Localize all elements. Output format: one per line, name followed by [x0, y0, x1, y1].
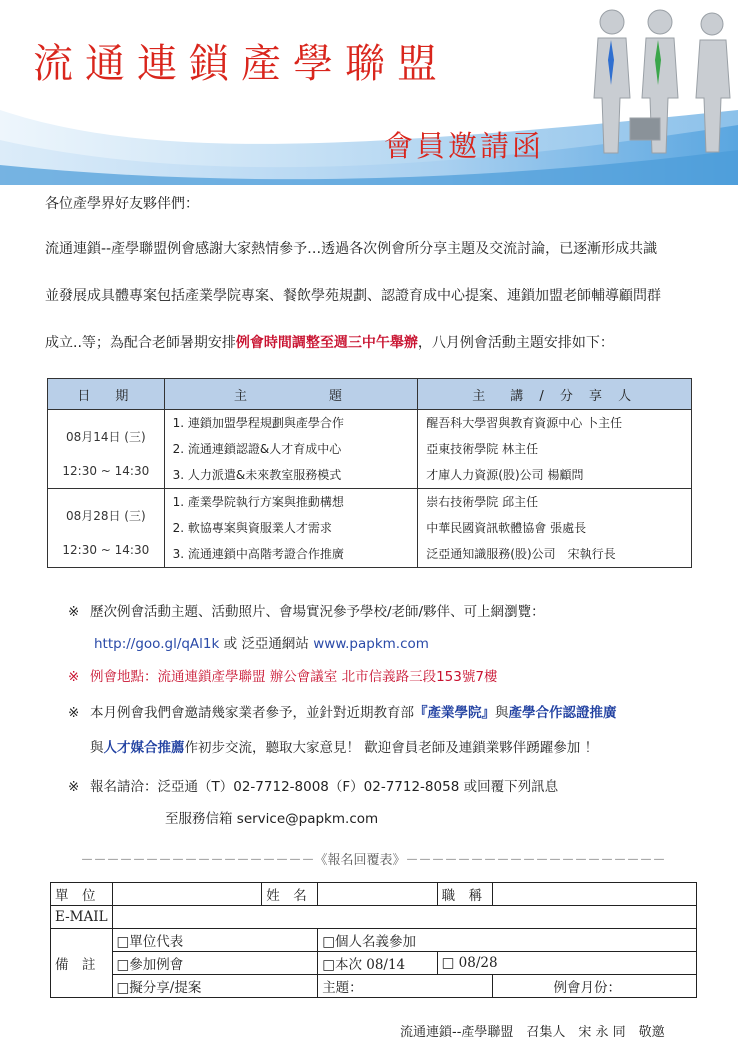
speaker-item: 醒吾科大學習與教育資源中心 卜主任 [426, 416, 623, 430]
note-invite-b: 與 [495, 705, 509, 721]
name-label: 姓 名 [262, 883, 318, 906]
shortlink[interactable]: http://goo.gl/qAl1k [94, 636, 220, 652]
note-invite-a: 本月例會我們會邀請幾家業者參予，並針對近期教育部 [90, 705, 414, 721]
option-attend[interactable]: □參加例會 [112, 952, 318, 975]
table-row [48, 410, 692, 489]
paragraph-2: 並發展成具體專案包括產業學院專案、餐飲學苑規劃、認證育成中心提案、連鎖加盟老師輔導顧問群 [45, 288, 661, 304]
speaker-item: 中華民國資訊軟體協會 張處長 [426, 521, 587, 535]
unit-input[interactable] [112, 883, 262, 906]
speaker-item: 亞東技術學院 林主任 [426, 442, 539, 456]
table-row [48, 489, 692, 568]
form-row-remark-1 [51, 929, 697, 952]
speaker-item: 泛亞通知識服務(股)公司 宋執行長 [426, 547, 616, 561]
signature: 流通連鎖--產學聯盟 召集人 宋 永 同 敬邀 [400, 1025, 665, 1040]
date-text: 08月14日 (三) [65, 430, 146, 444]
date-text: 08月28日 (三) [65, 509, 146, 523]
note-invite-line2 [90, 736, 598, 756]
header-topic: 主 題 [164, 379, 418, 410]
topic-item: 1. 產業學院執行方案與推動構想 [172, 495, 344, 509]
unit-label: 單 位 [51, 883, 113, 906]
paragraph-3 [45, 332, 614, 352]
reply-divider: －－－－－－－－－－－－－－－－－－《報名回覆表》－－－－－－－－－－－－－－－－－－－－ [80, 853, 666, 868]
form-row-remark-3 [51, 975, 697, 998]
topic-item: 1. 連鎖加盟學程規劃與產學合作 [172, 416, 344, 430]
note-links [94, 632, 429, 652]
speaker-item: 才庫人力資源(股)公司 楊顧問 [426, 468, 584, 482]
table-header-row [48, 379, 692, 410]
header-banner [0, 0, 738, 185]
note-location-text: 例會地點：流通連鎖產學聯盟 辦公會議室 北市信義路三段153號7樓 [90, 669, 498, 685]
site-link[interactable]: www.papkm.com [313, 636, 429, 652]
header-wave-graphic [0, 0, 738, 185]
or-text: 或 [223, 636, 238, 652]
form-row-unit [51, 883, 697, 906]
option-0828[interactable]: □ 08/28 [437, 952, 696, 975]
header-date: 日 期 [48, 379, 165, 410]
note-location [68, 665, 497, 685]
business-people-illustration [594, 10, 730, 153]
time-text: 12:30 ~ 14:30 [62, 464, 150, 478]
form-row-email [51, 906, 697, 929]
form-row-remark-2 [51, 952, 697, 975]
note-mark: ※ [68, 779, 80, 795]
note-register-text: 報名請洽：泛亞通（T）02-7712-8008（F）02-7712-8058 或回覆下列訊息 [90, 779, 559, 795]
topic-item: 2. 流通連鎖認證&人才育成中心 [172, 442, 342, 456]
note-mark: ※ [68, 705, 80, 721]
option-this-session[interactable]: □本次 08/14 [318, 952, 437, 975]
title-input[interactable] [493, 883, 697, 906]
highlight-certification: 產學合作認證推廣 [508, 705, 617, 721]
site-label: 泛亞通網站 [241, 636, 309, 652]
note-mark: ※ [68, 669, 80, 685]
date-cell [48, 489, 165, 568]
topic-item: 2. 軟協專案與資服業人才需求 [172, 521, 332, 535]
topic-item: 3. 流通連鎖中高階考證合作推廣 [172, 547, 344, 561]
note-invite-d: 作初步交流，聽取大家意見！ 歡迎會員老師及連鎖業夥伴踴躍參加 ！ [184, 740, 599, 756]
highlight-talent-matching: 人才媒合推薦 [103, 740, 185, 756]
page-subtitle: 會員邀請函 [384, 129, 545, 163]
remark-label: 備 註 [51, 929, 113, 998]
topic-cell [164, 410, 418, 489]
speaker-item: 崇右技術學院 邱主任 [426, 495, 539, 509]
note-gallery [68, 600, 545, 620]
name-input[interactable] [318, 883, 437, 906]
note-email: 至服務信箱 service@papkm.com [165, 811, 379, 827]
reply-form [50, 882, 697, 998]
paragraph-3-post: ，八月例會活動主題安排如下： [417, 335, 614, 351]
speaker-cell [418, 410, 692, 489]
schedule-table [47, 378, 692, 568]
paragraph-3-pre: 成立..等；為配合老師暑期安排 [45, 335, 236, 351]
note-mark: ※ [68, 604, 80, 620]
speaker-cell [418, 489, 692, 568]
paragraph-1: 流通連鎖--產學聯盟例會感謝大家熱情參予…透過各次例會所分享主題及交流討論，已逐漸形成共識 [45, 241, 658, 257]
note-invite-c: 與 [90, 740, 104, 756]
note-register [68, 775, 558, 795]
email-input[interactable] [112, 906, 696, 929]
page-title: 流通連鎖產學聯盟 [33, 41, 449, 87]
note-invite [68, 701, 617, 721]
option-share[interactable]: □擬分享/提案 [112, 975, 318, 998]
topic-item: 3. 人力派遣&未來教室服務模式 [172, 468, 342, 482]
greeting: 各位產學界好友夥伴們： [45, 196, 199, 212]
topic-cell [164, 489, 418, 568]
email-label: E-MAIL [51, 906, 113, 929]
option-personal[interactable]: □個人名義參加 [318, 929, 697, 952]
month-label[interactable]: 例會月份： [493, 975, 697, 998]
option-representative[interactable]: □單位代表 [112, 929, 318, 952]
title-label: 職 稱 [437, 883, 493, 906]
time-text: 12:30 ~ 14:30 [62, 543, 150, 557]
highlight-industry-college: 『產業學院』 [414, 705, 495, 721]
topic-label[interactable]: 主題： [318, 975, 493, 998]
date-cell [48, 410, 165, 489]
meeting-time-highlight: 例會時間調整至週三中午舉辦 [235, 335, 418, 351]
header-speaker: 主 講 / 分 享 人 [418, 379, 692, 410]
note-gallery-text: 歷次例會活動主題、活動照片、會場實況參予學校/老師/夥伴、可上網瀏覽： [90, 604, 545, 620]
